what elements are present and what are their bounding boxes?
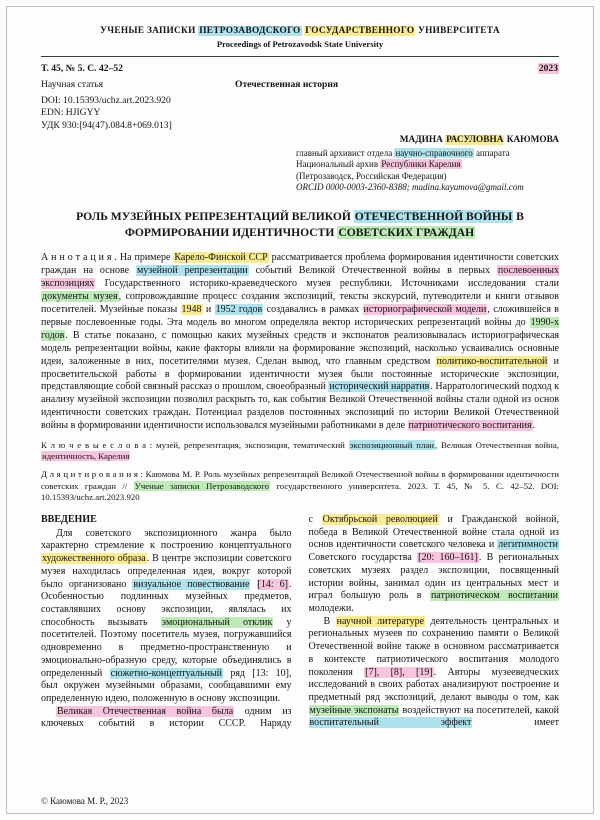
paragraph: с Октябрьской революцией и Гражданской войной, победа в Великой Отечественной войне стала одной из основ идентичности советского человека и легитимности Советского государства [20: 160–161]. В региональных советских музеях раздел экспозиции, посвященный истории войны, занимал один из центральных мест и играл большую роль в патриотическом воспитании молодежи.: [308, 514, 559, 614]
udc: УДК 930:[94(47).084.8+069.013]: [41, 119, 172, 131]
citation: [41, 469, 559, 503]
author-location: (Петрозаводск, Российская Федерация): [296, 170, 447, 181]
citation-text: Каюмова М. Р. Роль музейных репрезентаций Великой Отечественной войны в формировании идентичности советских граждан // Ученые записки Петрозаводского государственного университета. 2023. Т. 45, № 5. С. 42–52. DOI: 10.15393/uchz.art.2023.920: [41, 469, 560, 502]
text-highlight: исторический нарратив: [329, 381, 430, 393]
doi: DOI: 10.15393/uchz.art.2023.920: [41, 95, 171, 106]
keywords-text: музей, репрезентация, экспозиция, тематический экспозиционный план, Великая Отечественная война, идентичность, Карелия: [42, 440, 559, 462]
text-highlight: 2023: [538, 63, 558, 74]
text-highlight: Октябрьской революцией: [322, 514, 438, 526]
paragraph: Для советского экспозиционного жанра было характерно стремление к построению концептуального художественного образа. В центре экспозиции советского музея находилась определенная идея, вокруг которой было организовано визуальное повествование [14: 6]. Особенностью подлинных музейных предметов, составлявших основу экспозиции, являлась их способность вызывать эмоциональный отклик у посетителей. Поэтому посетитель музея, погружавшийся одновременно в предметно-пространственную и эмоционально-образную среду, которые объединялись в определенный сюжетно-концептуальный ряд [13: 10], был окружен музейными образами, сообщавшими ему определенную идею, положенную в основу экспозиции.: [41, 527, 292, 704]
paragraph: В научной литературе деятельность центральных и региональных музеев по сохранению памяти о Великой Отечественной войне также в основном рассматривается в контексте патриотического воспитания молодого поколения [7], [8], [19]. Авторы музееведческих исследований в своих работах анализируют построение и предметный ряд экспозиций, делают выводы о том, как музейные экспонаты воздействуют на посетителей, какой воспитательный эффект имеет: [308, 615, 560, 729]
text-highlight: послевоенных экспозициях: [41, 265, 559, 290]
abstract-label: А н н о т а ц и я .: [41, 252, 117, 264]
text-highlight: [7], [8], [19]: [365, 666, 433, 678]
text-highlight: музейной репрезентации: [136, 265, 248, 277]
author-orcid-email: ORCID 0000-0003-2360-8388; madina.kayumova@gmail.com: [296, 182, 524, 193]
text-highlight: 1952 годов: [215, 304, 263, 315]
text-highlight: идентичность, Карелия: [42, 451, 130, 462]
two-column-body: [41, 514, 559, 731]
abstract: [41, 252, 559, 433]
left-column: [41, 514, 292, 731]
text-highlight: легитимности: [498, 539, 558, 551]
text-highlight: воспитательный эффект: [309, 717, 472, 729]
edn: EDN: HJIGYY: [41, 107, 101, 119]
article-title: РОЛЬ МУЗЕЙНЫХ РЕПРЕЗЕНТАЦИЙ ВЕЛИКОЙ ОТЕЧЕСТВЕННОЙ ВОЙНЫ В ФОРМИРОВАНИИ ИДЕНТИЧНОСТИ СОВЕТСКИХ ГРАЖДАН: [76, 210, 524, 239]
text-highlight: музейные экспонаты: [309, 704, 399, 716]
rubric: Отечественная история: [235, 79, 339, 90]
text-highlight: экспозиционный план: [349, 440, 434, 451]
article-type-row: [41, 79, 559, 91]
text-highlight: Великая Отечественная война была: [57, 705, 234, 717]
text-highlight: [14: 6]: [257, 578, 288, 590]
text-highlight: Ученые записки Петрозаводского: [134, 480, 269, 491]
text-highlight: патриотического воспитания: [408, 420, 532, 432]
text-highlight: художественного образа: [42, 553, 146, 565]
section-heading-introduction: ВВЕДЕНИЕ: [41, 514, 97, 526]
text-highlight: СОВЕТСКИХ ГРАЖДАН: [338, 225, 475, 239]
text-highlight: политико-воспитательной: [436, 355, 548, 367]
journal-title-ru: УЧЕНЫЕ ЗАПИСКИ ПЕТРОЗАВОДСКОГО ГОСУДАРСТВЕННОГО УНИВЕРСИТЕТА: [100, 26, 500, 36]
text-highlight: эмоциональный отклик: [161, 616, 273, 628]
year: [538, 63, 559, 74]
volume-pages: Т. 45, № 5. С. 42–52: [41, 63, 123, 74]
author-organization: Национальный архив Республики Карелия: [296, 159, 461, 170]
text-highlight: 1948: [181, 304, 202, 315]
journal-title-en: Proceedings of Petrozavodsk State University: [216, 39, 384, 49]
text-highlight: 1990-х годов: [41, 316, 559, 341]
citation-label: Д л я ц и т и р о в а н и я :: [41, 469, 143, 480]
keywords: [41, 440, 559, 462]
keywords-label: К л ю ч е в ы е с л о в а :: [41, 440, 153, 451]
text-highlight: РАСУЛОВНА: [446, 134, 504, 145]
author-block: [296, 135, 559, 193]
journal-header: [41, 26, 559, 193]
text-highlight: патриотическом воспитании: [430, 590, 559, 602]
text-highlight: Карело-Финской ССР: [174, 252, 268, 264]
author-name: МАДИНА РАСУЛОВНА КАЮМОВА: [399, 134, 559, 145]
text-highlight: ПЕТРОЗАВОДСКОГО: [199, 26, 301, 36]
text-highlight: Республики Карелия: [381, 159, 461, 170]
paragraph: Великая Отечественная война была одним из ключевых событий в истории СССР. Наряду: [41, 705, 292, 730]
text-highlight: [20: 160–161]: [418, 552, 478, 564]
copyright: © Каюмова М. Р., 2023: [41, 796, 129, 806]
issue-meta-row: [41, 63, 559, 74]
text-highlight: научно-справочного: [395, 148, 473, 159]
article-type: Научная статья: [41, 79, 104, 90]
text-highlight: ОТЕЧЕСТВЕННОЙ ВОЙНЫ: [354, 210, 513, 224]
abstract-text: На примере Карело-Финской ССР рассматривается проблема формирования идентичности советских граждан на основе музейной репрезентации событий Великой Отечественной войны в первых послевоенных экспозициях Государственного историко-краеведческого музея республики. Источниками исследования стали документы музея, сопровождавшие процесс создания экспозиций, тексты экскурсий, путеводители и книги отзывов посетителей. Музейные показы 1948 и 1952 годов создавались в рамках историографической модели, сложившейся в первые послевоенные годы. Эта модель во многом определяла вектор исторических репрезентаций войны до 1990-х годов. В статье показано, с помощью каких музейных средств и экспонатов реализовывалась историографическая модель репрезентации войны, какие факторы влияли на формирование экспозиций, насколько усваивались основные идеи, заложенные в них, посетителями музея. Сделан вывод, что главным средством политико-воспитательной и просветительской работы в формировании идентичности музея были постоянные исторические экспозиции, представляющие собой связный рассказ о прошлом, своеобразный исторический нарратив. Нарратологический подход к анализу музейной экспозиции позволил раскрыть то, как события Великой Отечественной войны стали одной из основ идентичности советских граждан. Потенциал разделов постоянных экспозиций по истории Великой Отечественной войны в формировании идентичности использовался музейными работниками в деле патриотического воспитания.: [41, 252, 559, 432]
author-position: главный архивист отдела научно-справочного аппарата: [296, 148, 510, 159]
text-highlight: сюжетно-концептуальный: [110, 667, 223, 679]
text-highlight: визуальное повествование: [133, 578, 250, 590]
text-highlight: ГОСУДАРСТВЕННОГО: [305, 26, 415, 36]
identifiers-block: [41, 95, 559, 132]
right-column: [309, 514, 560, 731]
text-highlight: документы музея: [42, 291, 118, 303]
header-divider: [41, 56, 559, 57]
text-highlight: историографической модели: [363, 304, 487, 315]
text-highlight: научной литературе: [336, 615, 425, 627]
